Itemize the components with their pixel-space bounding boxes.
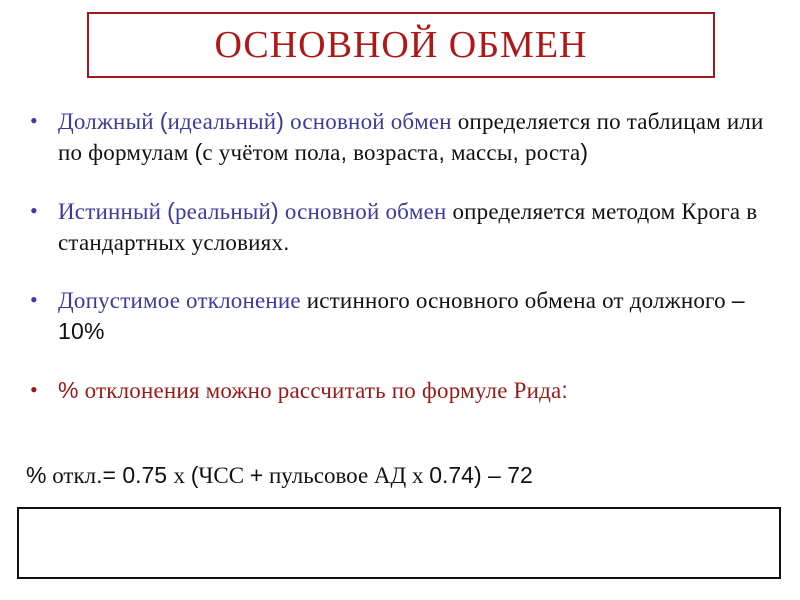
term-note: реальный xyxy=(174,199,272,224)
paren-close: ) xyxy=(276,108,285,134)
comma: , xyxy=(438,139,446,165)
paren-close: ) xyxy=(271,198,279,224)
page-title: ОСНОВНОЙ ОБМЕН xyxy=(214,24,588,66)
formula-part: % xyxy=(26,462,47,488)
reed-formula xyxy=(26,460,533,491)
term-true: Истинный xyxy=(58,199,162,224)
formula-part: ( xyxy=(190,462,199,488)
bullet-text: определяется по таблицам или по формулам xyxy=(58,109,764,165)
term-tail: основной обмен xyxy=(290,109,452,134)
formula-part: ЧСС xyxy=(198,463,250,488)
percent-sign: % xyxy=(58,377,79,403)
comma: , xyxy=(512,139,520,165)
formula-part: 0.74) – 72 xyxy=(429,462,533,488)
formula-part: х xyxy=(173,463,191,488)
colon: : xyxy=(561,377,568,403)
bullet-icon: • xyxy=(30,377,38,402)
term-deviation: Допустимое отклонение xyxy=(58,288,301,313)
comma: , xyxy=(340,139,348,165)
bullet-text: отклонения можно рассчитать по формуле Рида xyxy=(78,378,562,403)
title-box xyxy=(87,12,715,78)
term-note: идеальный xyxy=(167,109,277,134)
formula-part: откл xyxy=(46,463,97,488)
formula-part: .= 0.75 xyxy=(96,462,174,488)
paren-open-2: ( xyxy=(194,139,203,165)
bullet-item-deviation xyxy=(30,285,780,347)
bullet-item-true-metabolism xyxy=(30,196,780,258)
bullet-icon: • xyxy=(30,198,38,223)
bullet-icon: • xyxy=(30,108,38,133)
bullet-text: определяется методом Крога в стандартных условиях xyxy=(58,199,758,255)
bullet-text-d: массы xyxy=(445,140,513,165)
bullet-item-norm-metabolism xyxy=(30,106,780,168)
bullet-text: истинного основного обмена от должного xyxy=(306,288,732,313)
paren-open: ( xyxy=(167,198,175,224)
bullet-icon: • xyxy=(30,287,38,312)
bullet-text-e: роста xyxy=(519,140,581,165)
bullet-text-c: возраста xyxy=(347,140,439,165)
paren-open: ( xyxy=(159,108,168,134)
bullet-item-reed-formula xyxy=(30,375,780,406)
period: . xyxy=(283,229,290,255)
formula-part: + xyxy=(249,462,264,488)
bullet-list xyxy=(30,106,780,406)
term-norm: Должный xyxy=(58,109,154,134)
term-tail: основной обмен xyxy=(284,199,447,224)
bullet-text-b: с учётом пола xyxy=(202,140,341,165)
formula-part: пульсовое АД х xyxy=(263,463,430,488)
deviation-value: – 10% xyxy=(58,287,745,344)
empty-answer-box xyxy=(17,507,781,579)
paren-close-2: ) xyxy=(580,139,589,165)
